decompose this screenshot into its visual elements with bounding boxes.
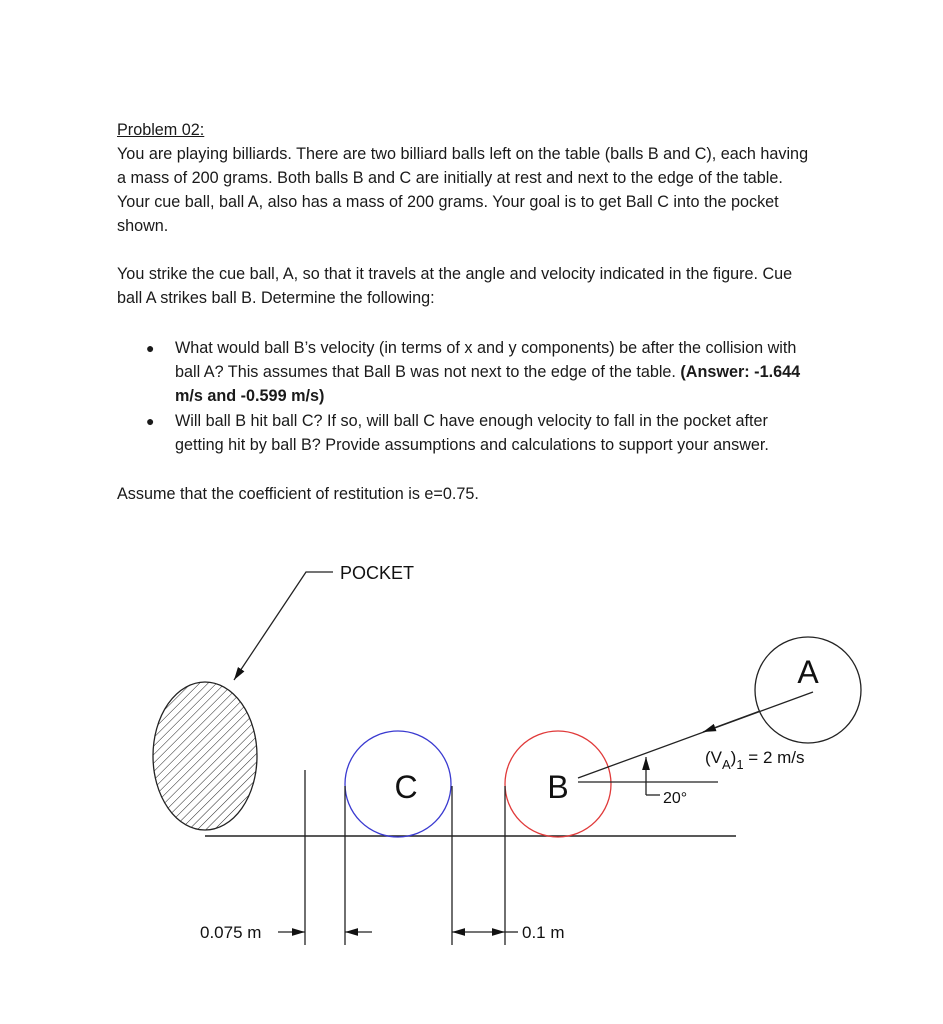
ball-a-label: A [797,654,819,690]
strike-line: ball A strikes ball B. Determine the following: [117,289,435,307]
bullet-text: Will ball B hit ball C? If so, will ball C have enough velocity to fall in the pocket after [175,412,768,430]
intro-line: a mass of 200 grams. Both balls B and C are initially at rest and next to the edge of the table. [117,169,783,187]
ball-c-label: C [394,769,418,805]
intro-line: You are playing billiards. There are two billiard balls left on the table (balls B and C), each having [117,145,809,163]
bullet-text: What would ball B’s velocity (in terms of x and y components) be after the collision with [175,339,797,357]
ball-a [755,637,861,743]
velocity-arrow-icon [703,711,760,732]
bullet-icon: ● [146,413,155,429]
bullet-text: ball A? This assumes that Ball B was not next to the edge of the table. [175,363,681,381]
answer-text: (Answer: -1.644 [680,363,801,381]
dim-left-label: 0.075 m [200,923,262,942]
dim-right-label: 0.1 m [522,923,565,942]
assumption-text: Assume that the coefficient of restitution is e=0.75. [117,485,479,503]
strike-line: You strike the cue ball, A, so that it travels at the angle and velocity indicated in the figure. Cue [117,265,793,283]
pocket-label: POCKET [340,563,415,583]
pocket-leader [234,572,333,680]
angle-label: 20° [663,790,688,807]
intro-line: Your cue ball, ball A, also has a mass of 200 grams. Your goal is to get Ball C into the pocket [117,193,779,211]
answer-text: m/s and -0.599 m/s) [175,387,325,405]
bullet-text: getting hit by ball B? Provide assumptions and calculations to support your answer. [175,436,769,454]
bullet-icon: ● [146,340,155,356]
ball-b-label: B [547,769,569,805]
problem-title: Problem 02: [117,121,205,139]
intro-line: shown. [117,217,169,235]
pocket [153,682,257,830]
velocity-label: $(V_A)_1 = 2$ m/s [705,748,805,772]
